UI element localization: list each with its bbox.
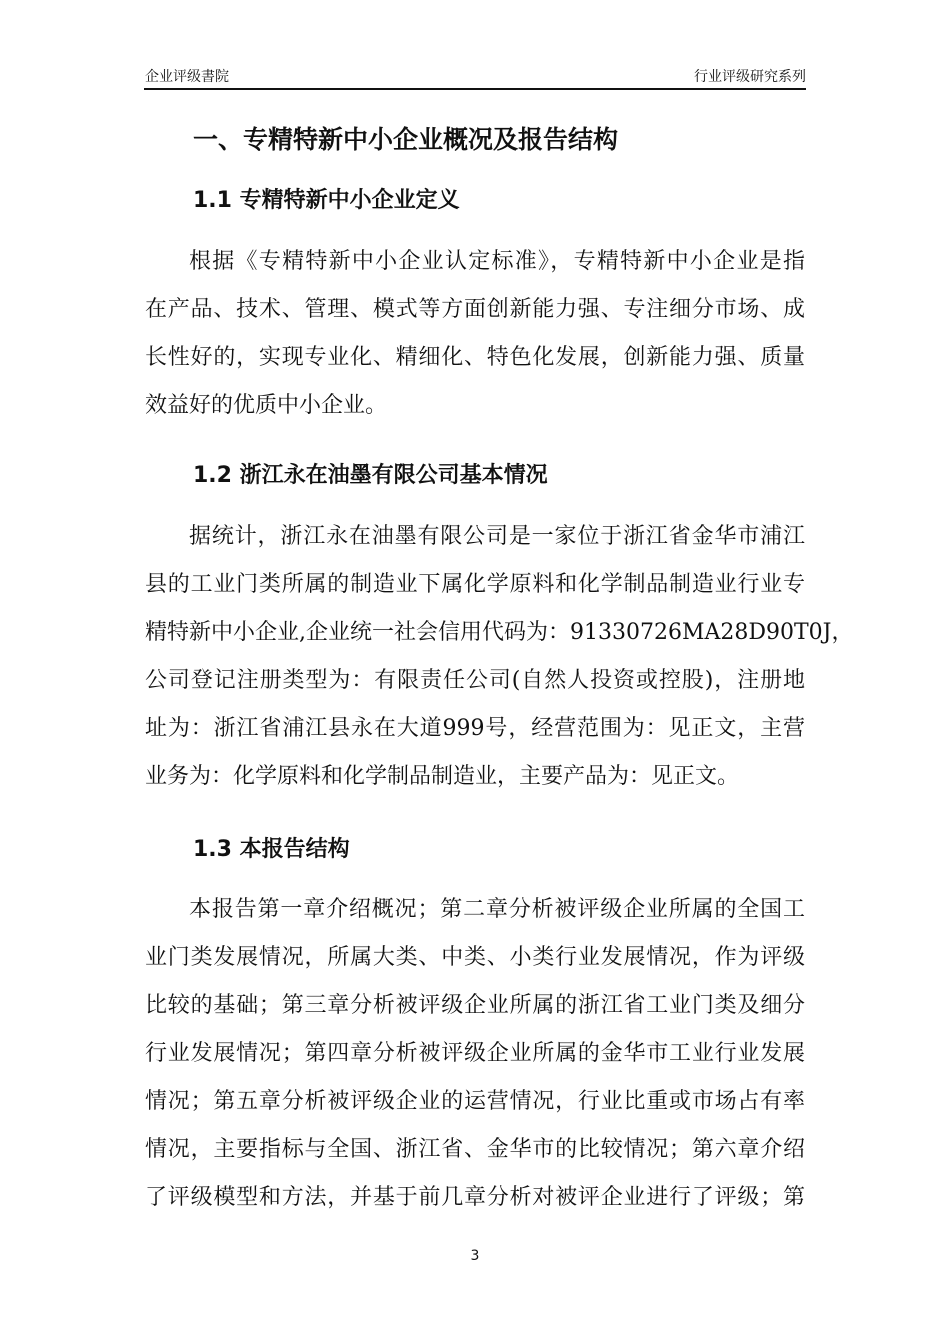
section-heading-1-3: 1.3 本报告结构 xyxy=(193,837,350,862)
paragraph-line: 情况，主要指标与全国、浙江省、金华市的比较情况；第六章介绍 xyxy=(145,1137,805,1162)
section-heading-1-2: 1.2 浙江永在油墨有限公司基本情况 xyxy=(193,463,548,488)
paragraph-line: 业门类发展情况，所属大类、中类、小类行业发展情况，作为评级 xyxy=(145,945,805,970)
header-left: 企业评级書院 xyxy=(145,69,229,85)
section-heading-1-1: 1.1 专精特新中小企业定义 xyxy=(193,188,460,213)
paragraph-line: 长性好的，实现专业化、精细化、特色化发展，创新能力强、质量 xyxy=(145,345,805,370)
paragraph-line: 精特新中小企业,企业统一社会信用代码为：91330726MA28D90T0J， xyxy=(145,620,854,645)
paragraph-line: 在产品、技术、管理、模式等方面创新能力强、专注细分市场、成 xyxy=(145,297,805,322)
paragraph-line: 情况；第五章分析被评级企业的运营情况，行业比重或市场占有率 xyxy=(145,1089,805,1114)
paragraph-line: 行业发展情况；第四章分析被评级企业所属的金华市工业行业发展 xyxy=(145,1041,805,1066)
paragraph-company xyxy=(145,513,854,801)
chapter-title: 一、专精特新中小企业概况及报告结构 xyxy=(193,125,619,154)
paragraph-line: 公司登记注册类型为：有限责任公司(自然人投资或控股)，注册地 xyxy=(145,668,805,693)
paragraph-line: 本报告第一章介绍概况；第二章分析被评级企业所属的全国工 xyxy=(189,897,805,922)
paragraph-line: 效益好的优质中小企业。 xyxy=(145,393,388,418)
paragraph-line: 县的工业门类所属的制造业下属化学原料和化学制品制造业行业专 xyxy=(145,572,805,597)
header-right: 行业评级研究系列 xyxy=(694,69,806,85)
paragraph-line: 据统计，浙江永在油墨有限公司是一家位于浙江省金华市浦江 xyxy=(189,524,805,549)
paragraph-line: 比较的基础；第三章分析被评级企业所属的浙江省工业门类及细分 xyxy=(145,993,805,1018)
paragraph-line: 了评级模型和方法，并基于前几章分析对被评企业进行了评级；第 xyxy=(145,1185,805,1210)
paragraph-line: 业务为：化学原料和化学制品制造业，主要产品为：见正文。 xyxy=(145,764,740,789)
header-rule xyxy=(144,88,806,90)
paragraph-structure xyxy=(145,886,805,1222)
paragraph-line: 根据《专精特新中小企业认定标准》，专精特新中小企业是指 xyxy=(189,249,805,274)
paragraph-definition xyxy=(145,238,805,430)
page-number: 3 xyxy=(470,1248,480,1264)
paragraph-line: 址为：浙江省浦江县永在大道999号，经营范围为：见正文，主营 xyxy=(145,716,805,741)
